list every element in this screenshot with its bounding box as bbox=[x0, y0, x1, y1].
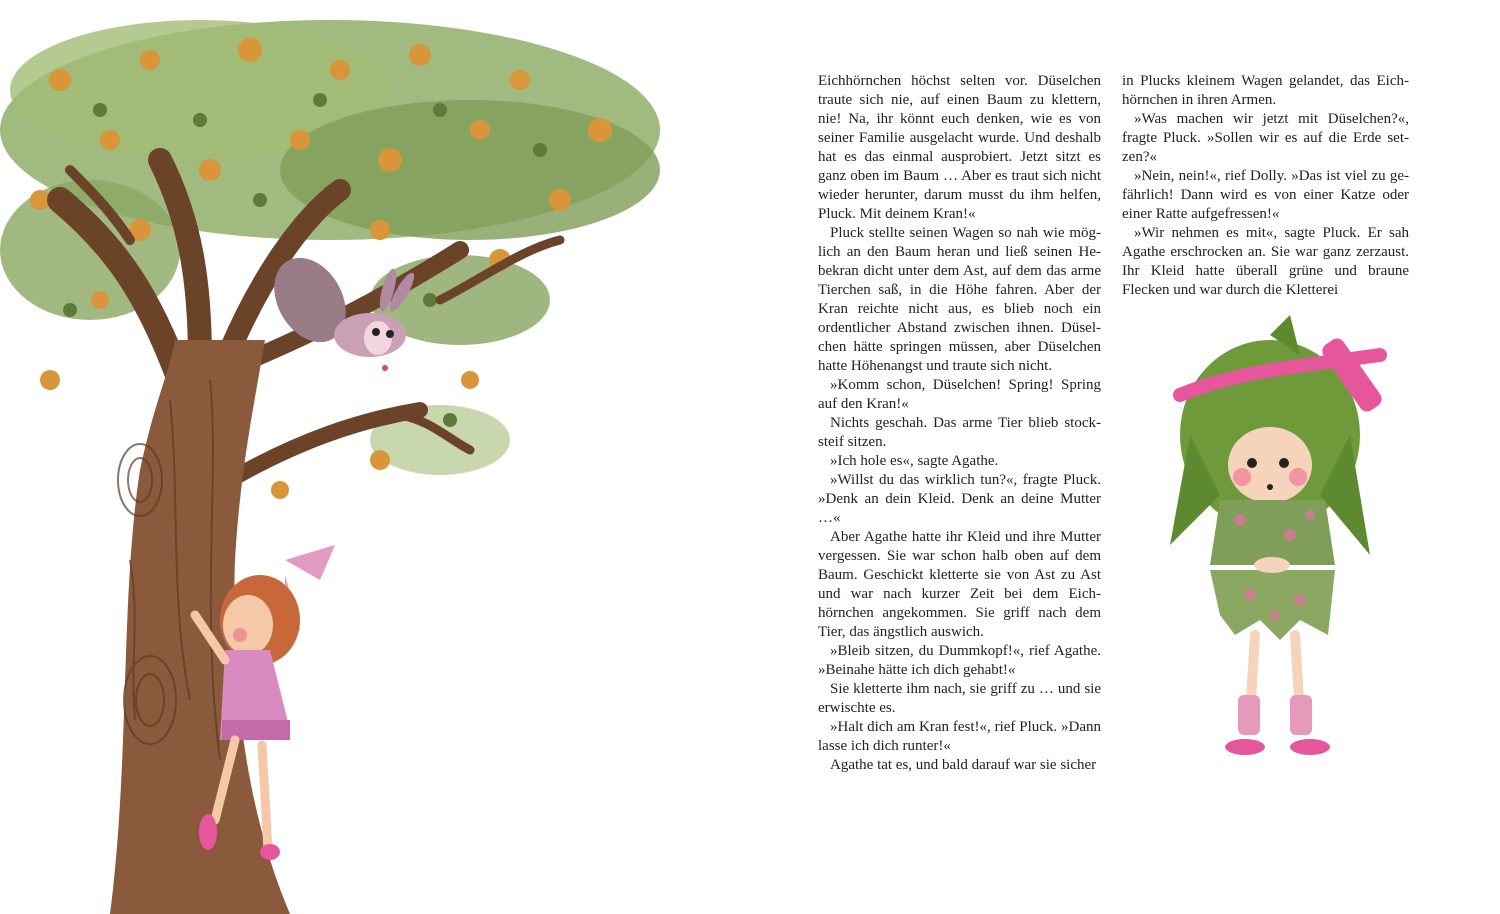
face bbox=[1228, 427, 1312, 503]
tree-illustration bbox=[0, 0, 700, 914]
leafy-dress bbox=[1210, 500, 1335, 640]
paragraph: »Wir nehmen es mit«, sagte Pluck. Er sah Agathe erschrocken an. Sie war ganz zerzaust. Ihr Kleid hatte überall grüne und braune Flecken und war durch die Kletterei bbox=[1122, 225, 1409, 298]
paragraph: »Nein, nein!«, rief Dolly. »Das ist viel zu gefährlich! Dann wird es von einer Katze oder einer Ratte aufgefressen!« bbox=[1122, 168, 1409, 222]
paragraph: »Halt dich am Kran fest!«, rief Pluck. »Dann lasse ich dich runter!« bbox=[818, 719, 1101, 754]
paragraph: Eichhörnchen höchst selten vor. Düselchen traute sich nie, auf einen Baum zu klettern, nie! Na, ihr könnt euch denken, wie es von seiner Familie ausgelacht wurde. Und deshalb hat es das einmal ausprobiert. Jetzt sitzt es ganz oben im Baum … Aber es traut sich nicht wieder herunter, darum musst du ihm helfen, Pluck. Mit deinem Kran!« bbox=[818, 73, 1101, 222]
paragraph: Nichts geschah. Das arme Tier blieb stocksteif sitzen. bbox=[818, 415, 1101, 450]
paragraph: »Ich hole es«, sagte Agathe. bbox=[830, 453, 999, 469]
paragraph: »Komm schon, Düselchen! Spring! Spring auf den Kran!« bbox=[818, 377, 1101, 412]
paragraph: Pluck stellte seinen Wagen so nah wie möglich an den Baum heran und ließ seinen Hebekran dicht unter dem Ast, auf dem das arme Tierchen saß, in die Höhe fahren. Aber der Kran reichte nicht aus, es blieb noch ein ordentlicher Abstand zwischen ihnen. Düselchen hätte springen müssen, aber Düselchen hatte Höhenangst und traute sich nicht. bbox=[818, 225, 1101, 374]
paragraph: »Was machen wir jetzt mit Düselchen?«, fragte Pluck. »Sollen wir es auf die Erde setzen?« bbox=[1122, 111, 1409, 165]
paragraph: Aber Agathe hatte ihr Kleid und ihre Mutter vergessen. Sie war schon halb oben auf dem Baum. Geschickt kletterte sie von Ast zu Ast und war nach kurzer Zeit bei dem Eichhörnchen angekommen. Sie griff nach dem Tier, das ängstlich auswich. bbox=[818, 529, 1101, 640]
text-column-right bbox=[1122, 72, 1409, 300]
paragraph: Agathe tat es, und bald darauf war sie sicher bbox=[830, 757, 1097, 773]
girl-green-hair-illustration bbox=[1150, 315, 1410, 775]
paragraph: »Bleib sitzen, du Dummkopf!«, rief Agathe. »Beinahe hätte ich dich gehabt!« bbox=[818, 643, 1101, 678]
paragraph: »Willst du das wirklich tun?«, fragte Pluck. »Denk an dein Kleid. Denk an deine Mutter …« bbox=[818, 472, 1101, 526]
paragraph: Sie kletterte ihm nach, sie griff zu … und sie erwischte es. bbox=[818, 681, 1101, 716]
text-column-left bbox=[818, 72, 1101, 775]
paragraph: in Plucks kleinem Wagen gelandet, das Eichhörnchen in ihren Armen. bbox=[1122, 73, 1409, 108]
